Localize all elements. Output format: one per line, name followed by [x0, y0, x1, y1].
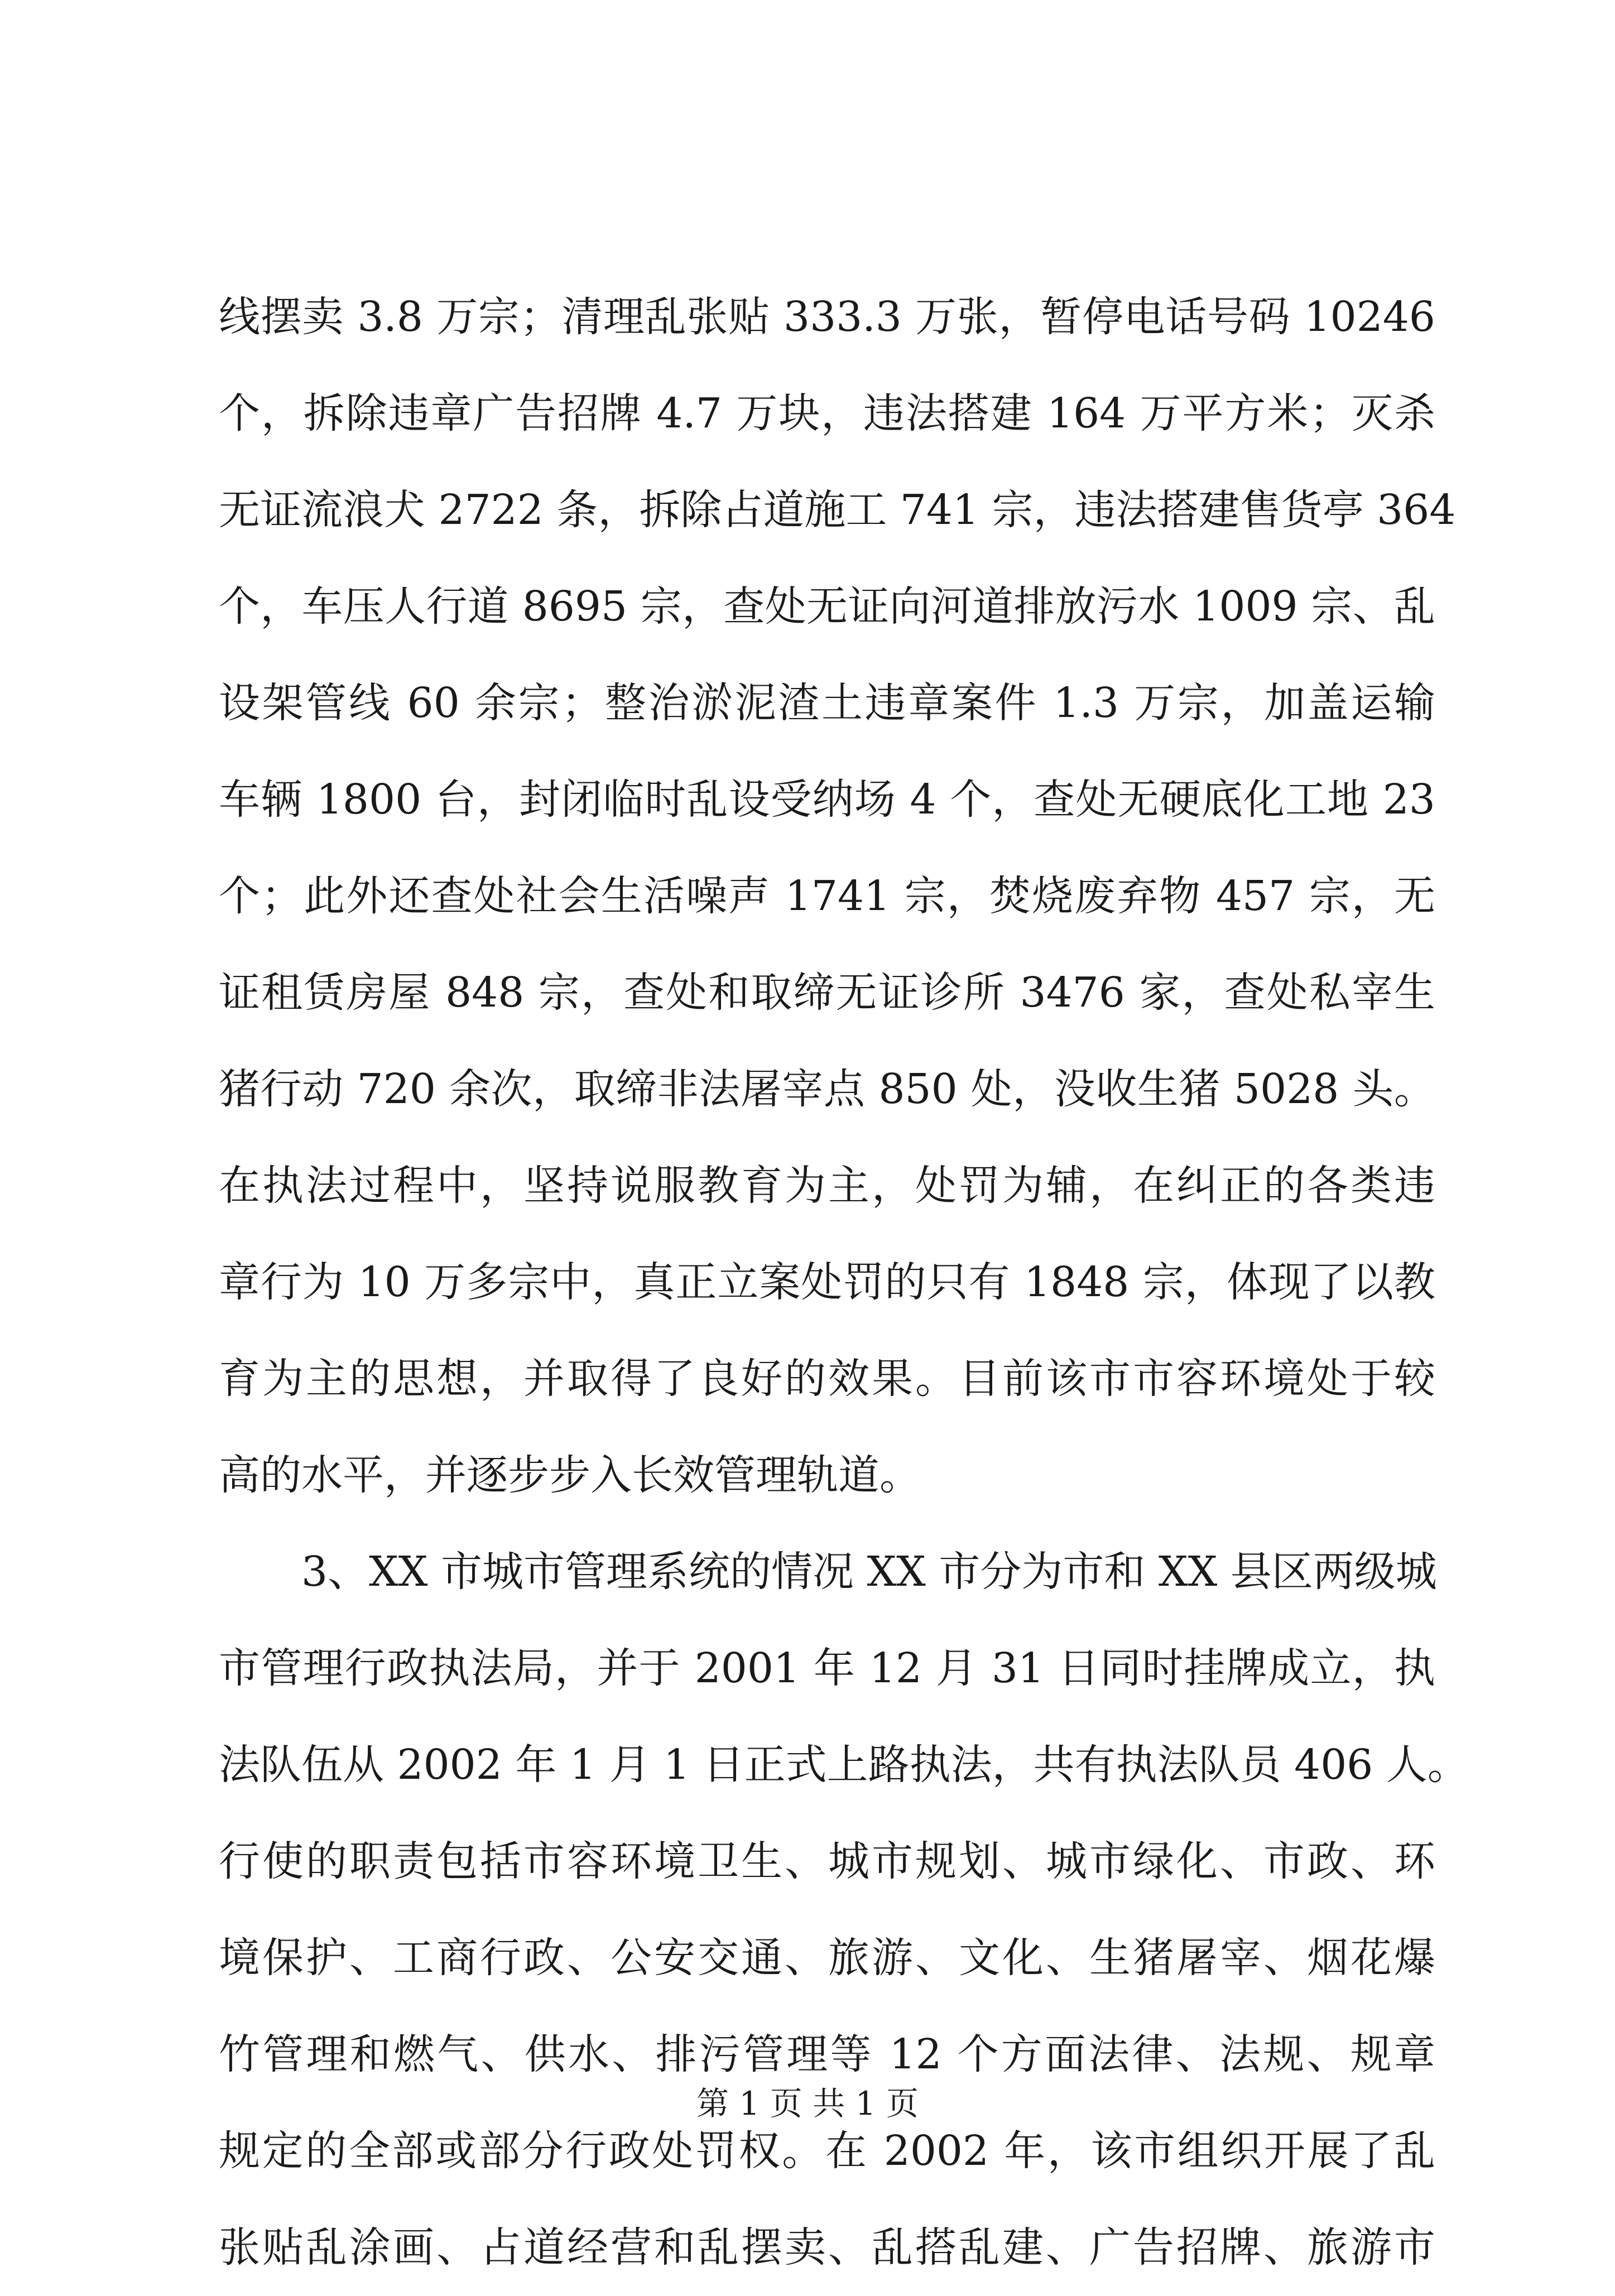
text-line: 设架管线 60 余宗；整治淤泥渣土违章案件 1.3 万宗，加盖运输: [219, 679, 1435, 727]
text-line: 法队伍从 2002 年 1 月 1 日正式上路执法，共有执法队员 406 人。: [219, 1741, 1469, 1789]
text-line: 线摆卖 3.8 万宗；清理乱张贴 333.3 万张，暂停电话号码 10246: [219, 293, 1435, 341]
text-line: 育为主的思想，并取得了良好的效果。目前该市市容环境处于较: [219, 1355, 1435, 1403]
text-line: 无证流浪犬 2722 条，拆除占道施工 741 宗，违法搭建售货亭 364: [219, 486, 1456, 534]
text-line: 市管理行政执法局，并于 2001 年 12 月 31 日同时挂牌成立，执: [219, 1644, 1435, 1692]
page-footer: [0, 2084, 1615, 2123]
page-number-label: 第 1 页 共 1 页: [696, 2085, 919, 2122]
text-line: 个，拆除违章广告招牌 4.7 万块，违法搭建 164 万平方米；灭杀: [219, 389, 1435, 437]
text-line: 境保护、工商行政、公安交通、旅游、文化、生猪屠宰、烟花爆: [219, 1934, 1435, 1982]
text-line-paragraph-end: 高的水平，并逐步步入长效管理轨道。: [219, 1451, 921, 1499]
text-line: 张贴乱涂画、占道经营和乱摆卖、乱搭乱建、广告招牌、旅游市: [219, 2223, 1435, 2271]
text-line: 个；此外还查处社会生活噪声 1741 宗，焚烧废弃物 457 宗，无: [219, 872, 1435, 920]
text-line: 规定的全部或部分行政处罚权。在 2002 年，该市组织开展了乱: [219, 2127, 1435, 2175]
text-line: 猪行动 720 余次，取缔非法屠宰点 850 处，没收生猪 5028 头。: [219, 1065, 1435, 1113]
text-line: 证租赁房屋 848 宗，查处和取缔无证诊所 3476 家，查处私宰生: [219, 969, 1435, 1017]
text-line: 在执法过程中，坚持说服教育为主，处罚为辅，在纠正的各类违: [219, 1162, 1435, 1210]
text-line: 车辆 1800 台，封闭临时乱设受纳场 4 个，查处无硬底化工地 23: [219, 776, 1435, 824]
text-line: 行使的职责包括市容环境卫生、城市规划、城市绿化、市政、环: [219, 1837, 1435, 1885]
text-line: 个，车压人行道 8695 宗，查处无证向河道排放污水 1009 宗、乱: [219, 583, 1435, 630]
body-text: [219, 269, 1469, 2296]
text-line-paragraph-start: 3、XX 市城市管理系统的情况 XX 市分为市和 XX 县区两级城: [301, 1548, 1437, 1596]
text-line: 章行为 10 万多宗中，真正立案处罚的只有 1848 宗，体现了以教: [219, 1258, 1435, 1306]
text-line: 竹管理和燃气、供水、排污管理等 12 个方面法律、法规、规章: [219, 2030, 1435, 2078]
